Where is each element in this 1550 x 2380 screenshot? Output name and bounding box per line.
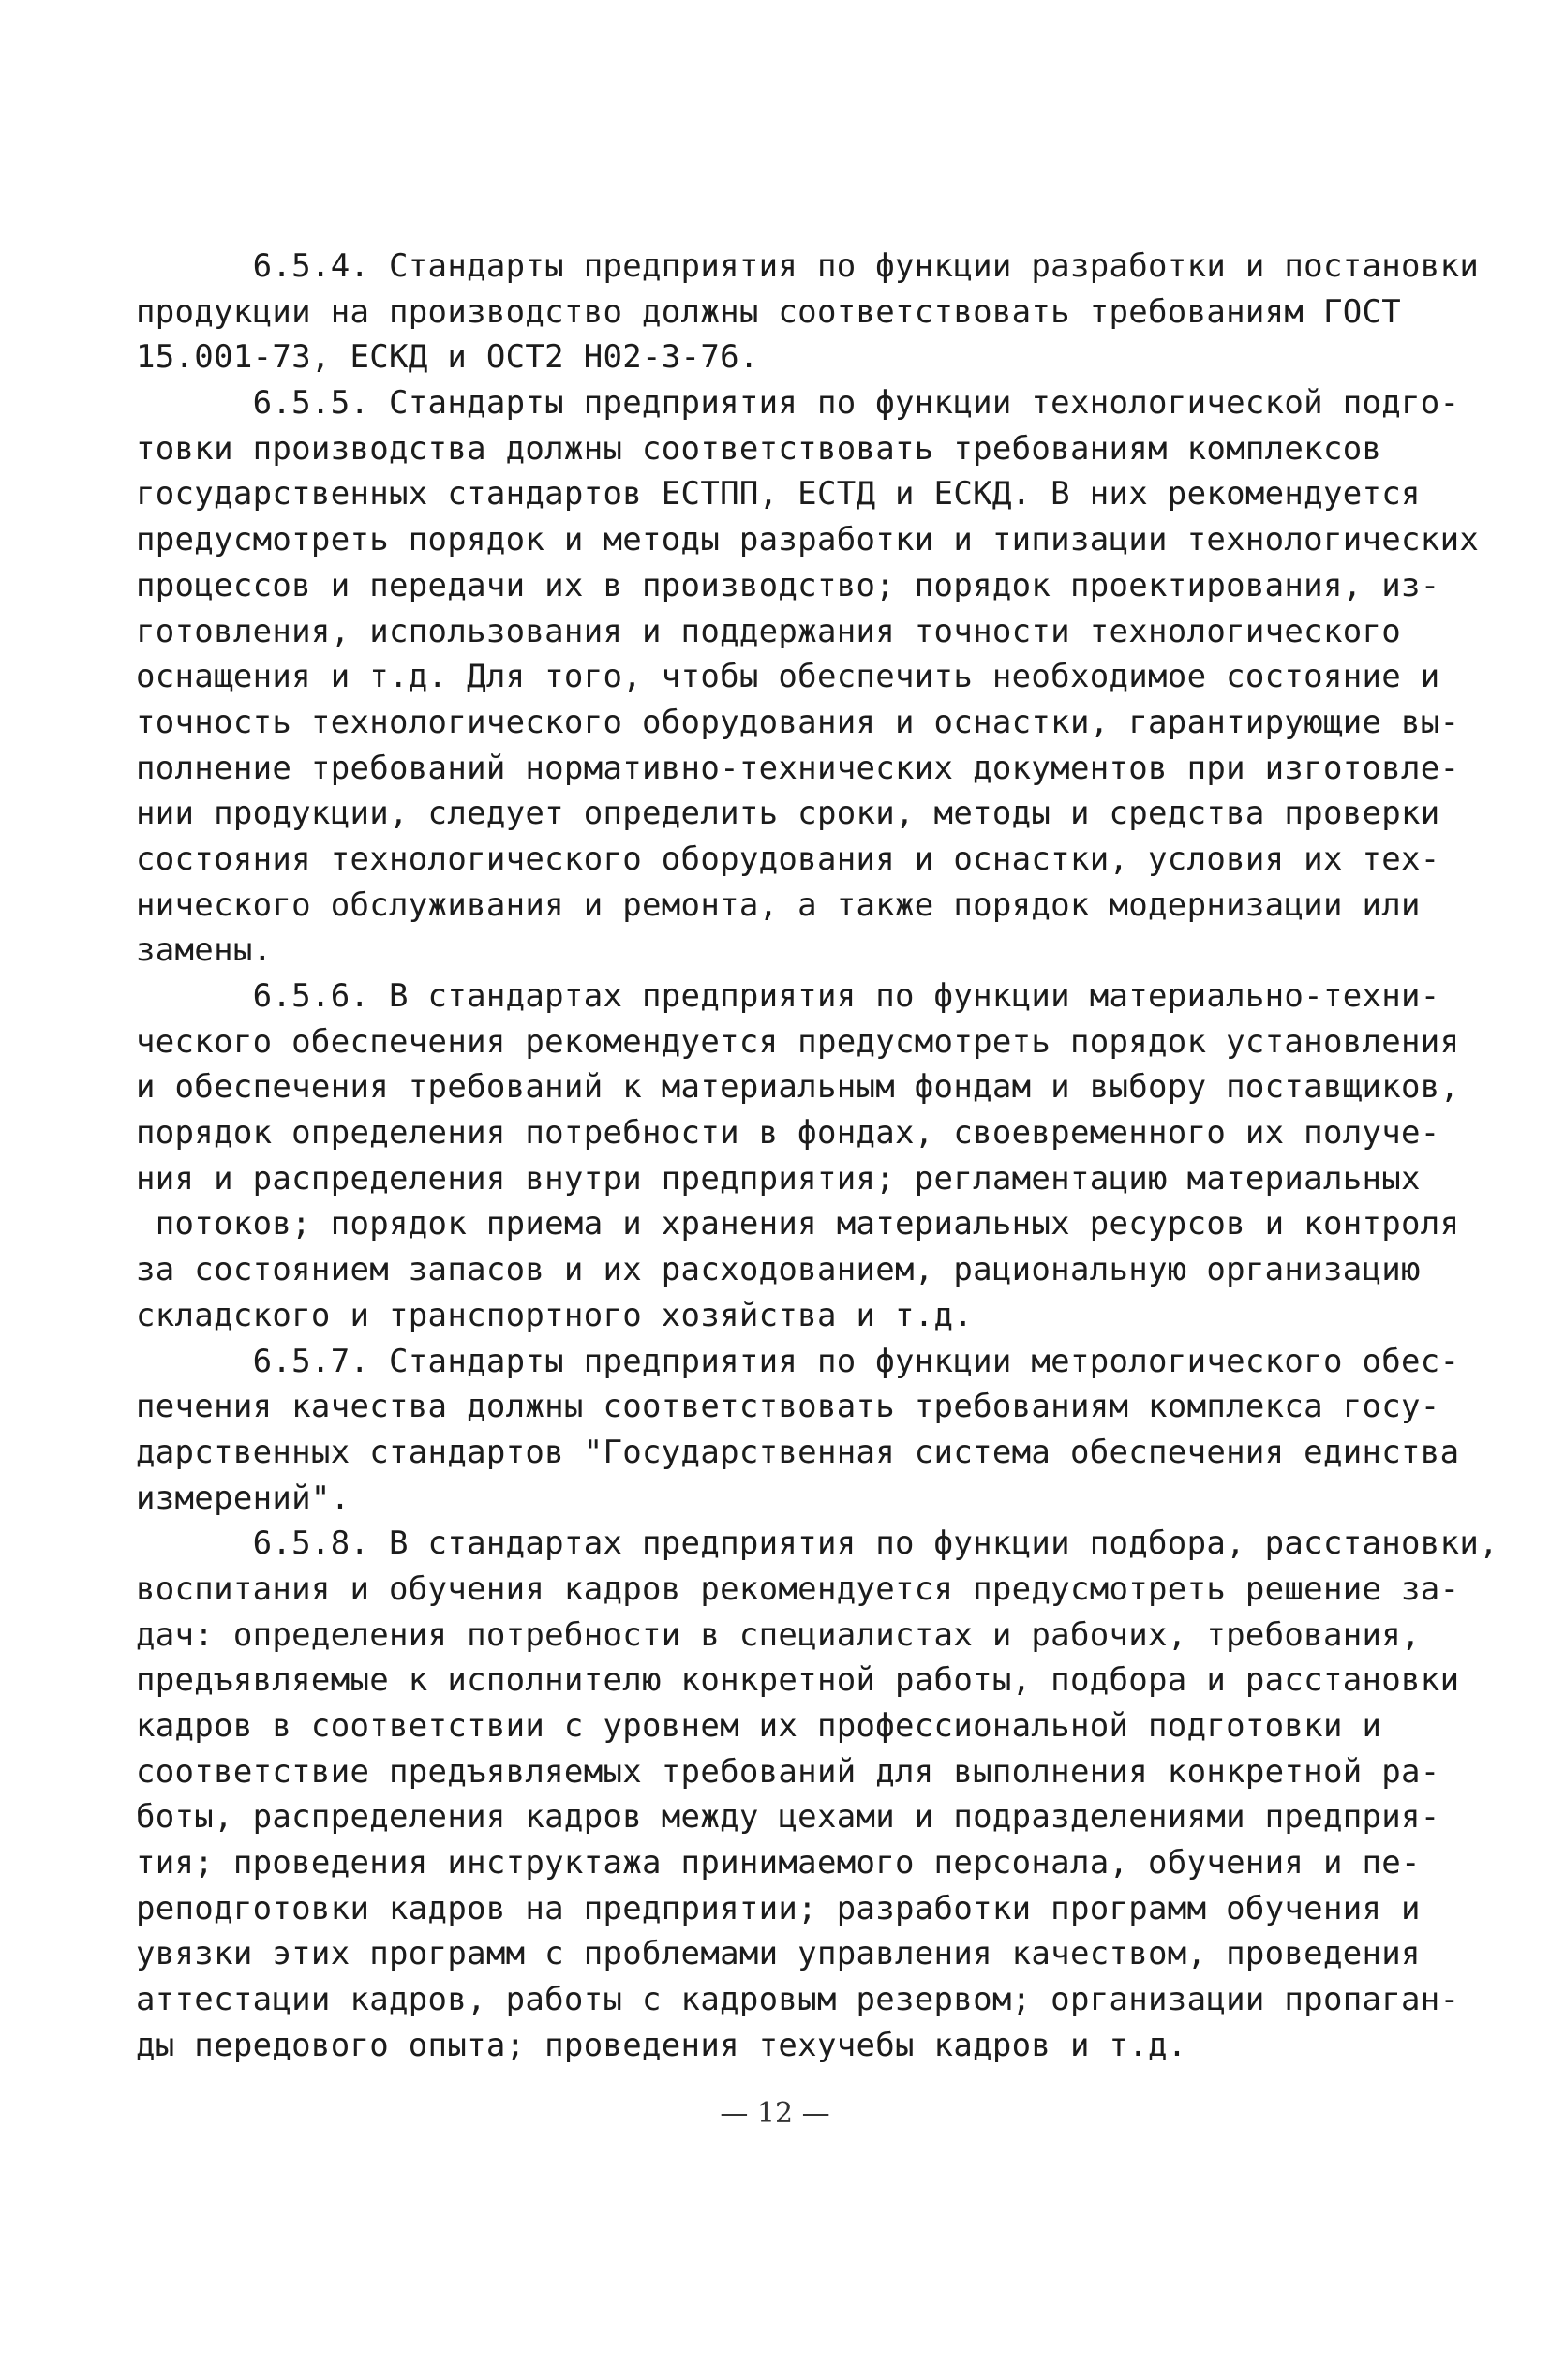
text-line: увязки этих программ с проблемами управления качеством, проведения xyxy=(136,1935,1421,1973)
text-line: предусмотреть порядок и методы разработки и типизации технологических xyxy=(136,521,1480,559)
text-line: 6.5.8. В стандартах предприятия по функции подбора, расстановки, xyxy=(136,1525,1498,1563)
text-line: и обеспечения требований к материальным фондам и выбору поставщиков, xyxy=(136,1068,1460,1107)
text-line: потоков; порядок приема и хранения материальных ресурсов и контроля xyxy=(136,1205,1460,1243)
text-line: ческого обеспечения рекомендуется предусмотреть порядок установления xyxy=(136,1022,1460,1061)
text-line: процессов и передачи их в производство; порядок проектирования, из- xyxy=(136,566,1440,604)
text-line: дарственных стандартов "Государственная система обеспечения единства xyxy=(136,1433,1460,1471)
text-line: оснащения и т.д. Для того, чтобы обеспечить необходимое состояние и xyxy=(136,658,1440,696)
text-line: нического обслуживания и ремонта, а также порядок модернизации или xyxy=(136,885,1421,924)
text-line: ды передового опыта; проведения техучебы кадров и т.д. xyxy=(136,2026,1187,2064)
text-line: аттестации кадров, работы с кадровым резервом; организации пропаган- xyxy=(136,1981,1460,2019)
text-line: воспитания и обучения кадров рекомендуется предусмотреть решение за- xyxy=(136,1569,1460,1608)
text-line: порядок определения потребности в фондах, своевременного их получе- xyxy=(136,1114,1440,1153)
text-line: ния и распределения внутри предприятия; регламентацию материальных xyxy=(136,1159,1421,1197)
text-line: тия; проведения инструктажа принимаемого персонала, обучения и пе- xyxy=(136,1844,1421,1882)
text-line: полнение требований нормативно-технических документов при изготовле- xyxy=(136,749,1460,787)
text-line: печения качества должны соответствовать требованиям комплекса госу- xyxy=(136,1388,1440,1426)
text-line: нии продукции, следует определить сроки, методы и средства проверки xyxy=(136,795,1440,833)
text-line: соответствие предъявляемых требований для выполнения конкретной ра- xyxy=(136,1752,1440,1791)
text-line: кадров в соответствии с уровнем их профессиональной подготовки и xyxy=(136,1707,1382,1745)
text-line: измерений". xyxy=(136,1479,350,1517)
text-line: реподготовки кадров на предприятии; разработки программ обучения и xyxy=(136,1889,1421,1927)
page-number: — 12 — xyxy=(720,2097,830,2130)
text-line: складского и транспортного хозяйства и т.д. xyxy=(136,1296,974,1334)
text-line: замены. xyxy=(136,931,273,970)
text-line: готовления, использования и поддержания точности технологического xyxy=(136,612,1402,650)
text-line: за состоянием запасов и их расходованием, рациональную организацию xyxy=(136,1251,1421,1289)
text-line: государственных стандартов ЕСТПП, ЕСТД и ЕСКД. В них рекомендуется xyxy=(136,475,1421,513)
text-line: продукции на производство должны соответствовать требованиям ГОСТ xyxy=(136,292,1402,331)
text-line: дач: определения потребности в специалистах и рабочих, требования, xyxy=(136,1615,1421,1654)
text-line: 6.5.5. Стандарты предприятия по функции технологической подго- xyxy=(136,384,1460,423)
text-line: 6.5.4. Стандарты предприятия по функции разработки и постановки xyxy=(136,247,1480,285)
text-line: боты, распределения кадров между цехами и подразделениями предприя- xyxy=(136,1798,1440,1837)
text-line: 6.5.6. В стандартах предприятия по функции материально-техни- xyxy=(136,977,1440,1015)
body-text xyxy=(136,244,1498,2069)
text-line: предъявляемые к исполнителю конкретной работы, подбора и расстановки xyxy=(136,1661,1460,1700)
text-line: 15.001-73, ЕСКД и ОСТ2 Н02-3-76. xyxy=(136,338,759,377)
text-line: 6.5.7. Стандарты предприятия по функции метрологического обес- xyxy=(136,1342,1460,1380)
text-line: состояния технологического оборудования и оснастки, условия их тех- xyxy=(136,840,1440,878)
text-line: точность технологического оборудования и оснастки, гарантирующие вы- xyxy=(136,703,1460,741)
text-line: товки производства должны соответствовать требованиям комплексов xyxy=(136,429,1382,468)
